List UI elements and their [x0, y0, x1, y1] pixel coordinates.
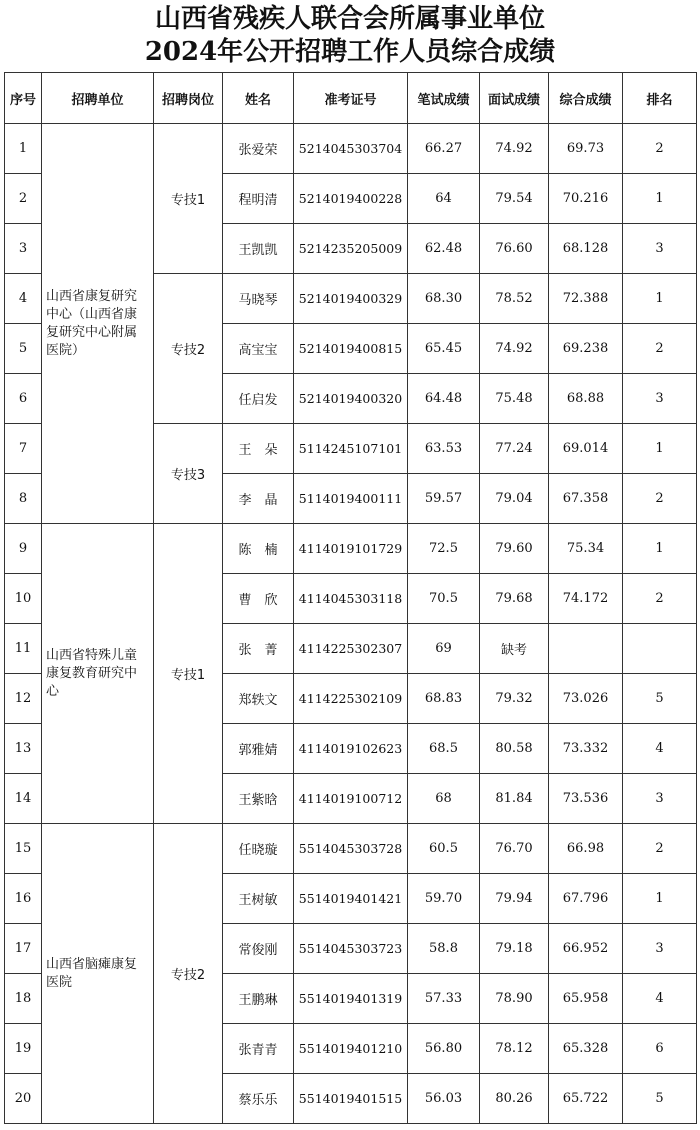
- rank-cell: 3: [623, 924, 697, 974]
- rank-cell: 1: [623, 524, 697, 574]
- rank-cell: 2: [623, 124, 697, 174]
- header-rank: 排名: [623, 73, 697, 124]
- name-cell: 王紫晗: [223, 774, 294, 824]
- unit-cell: 山西省康复研究中心（山西省康复研究中心附属医院）: [42, 124, 154, 524]
- header-written: 笔试成绩: [408, 73, 480, 124]
- total-score-cell: 66.952: [549, 924, 623, 974]
- total-score-cell: 65.722: [549, 1074, 623, 1124]
- total-score-cell: 68.128: [549, 224, 623, 274]
- written-score-cell: 59.57: [408, 474, 480, 524]
- interview-score-cell: 79.04: [480, 474, 549, 524]
- exam-id-cell: 5214235205009: [294, 224, 408, 274]
- interview-score-cell: 79.54: [480, 174, 549, 224]
- name-cell: 马晓琴: [223, 274, 294, 324]
- written-score-cell: 72.5: [408, 524, 480, 574]
- seq-cell: 18: [5, 974, 42, 1024]
- seq-cell: 10: [5, 574, 42, 624]
- unit-cell: 山西省特殊儿童康复教育研究中心: [42, 524, 154, 824]
- header-interview: 面试成绩: [480, 73, 549, 124]
- interview-score-cell: 78.12: [480, 1024, 549, 1074]
- table-row: [5, 824, 697, 874]
- written-score-cell: 68.5: [408, 724, 480, 774]
- post-cell: 专技2: [154, 824, 223, 1124]
- total-score-cell: 73.536: [549, 774, 623, 824]
- total-score-cell: 72.388: [549, 274, 623, 324]
- interview-score-cell: 74.92: [480, 124, 549, 174]
- name-cell: 曹 欣: [223, 574, 294, 624]
- total-score-cell: 75.34: [549, 524, 623, 574]
- table-row: [5, 124, 697, 174]
- exam-id-cell: 5214019400228: [294, 174, 408, 224]
- seq-cell: 11: [5, 624, 42, 674]
- seq-cell: 17: [5, 924, 42, 974]
- name-cell: 陈 楠: [223, 524, 294, 574]
- name-cell: 张爱荣: [223, 124, 294, 174]
- page-title-line2: 2024年公开招聘工作人员综合成绩: [144, 37, 556, 67]
- seq-cell: 16: [5, 874, 42, 924]
- total-score-cell: 65.328: [549, 1024, 623, 1074]
- written-score-cell: 69: [408, 624, 480, 674]
- seq-cell: 8: [5, 474, 42, 524]
- seq-cell: 19: [5, 1024, 42, 1074]
- rank-cell: 3: [623, 774, 697, 824]
- written-score-cell: 62.48: [408, 224, 480, 274]
- exam-id-cell: 4114045303118: [294, 574, 408, 624]
- rank-cell: 6: [623, 1024, 697, 1074]
- interview-score-cell: 75.48: [480, 374, 549, 424]
- seq-cell: 7: [5, 424, 42, 474]
- written-score-cell: 64.48: [408, 374, 480, 424]
- post-cell: 专技3: [154, 424, 223, 524]
- exam-id-cell: 5514019401515: [294, 1074, 408, 1124]
- exam-id-cell: 4114225302307: [294, 624, 408, 674]
- exam-id-cell: 5514045303723: [294, 924, 408, 974]
- written-score-cell: 70.5: [408, 574, 480, 624]
- table-row: [5, 524, 697, 574]
- exam-id-cell: 5214045303704: [294, 124, 408, 174]
- name-cell: 郑轶文: [223, 674, 294, 724]
- seq-cell: 13: [5, 724, 42, 774]
- exam-id-cell: 4114019102623: [294, 724, 408, 774]
- total-score-cell: 65.958: [549, 974, 623, 1024]
- rank-cell: 1: [623, 174, 697, 224]
- total-score-cell: 69.014: [549, 424, 623, 474]
- written-score-cell: 59.70: [408, 874, 480, 924]
- total-score-cell: 68.88: [549, 374, 623, 424]
- written-score-cell: 60.5: [408, 824, 480, 874]
- exam-id-cell: 4114225302109: [294, 674, 408, 724]
- seq-cell: 14: [5, 774, 42, 824]
- total-score-cell: 69.238: [549, 324, 623, 374]
- interview-score-cell: 79.94: [480, 874, 549, 924]
- name-cell: 张青青: [223, 1024, 294, 1074]
- rank-cell: 2: [623, 824, 697, 874]
- exam-id-cell: 5514045303728: [294, 824, 408, 874]
- seq-cell: 12: [5, 674, 42, 724]
- seq-cell: 20: [5, 1074, 42, 1124]
- interview-score-cell: 76.60: [480, 224, 549, 274]
- interview-score-cell: 77.24: [480, 424, 549, 474]
- rank-cell: 3: [623, 224, 697, 274]
- unit-cell: 山西省脑瘫康复医院: [42, 824, 154, 1124]
- rank-cell: 5: [623, 674, 697, 724]
- post-cell: 专技1: [154, 524, 223, 824]
- rank-cell: 2: [623, 574, 697, 624]
- interview-score-cell: 80.26: [480, 1074, 549, 1124]
- exam-id-cell: 5214019400320: [294, 374, 408, 424]
- total-score-cell: 69.73: [549, 124, 623, 174]
- written-score-cell: 56.03: [408, 1074, 480, 1124]
- interview-score-cell: 79.60: [480, 524, 549, 574]
- interview-score-cell: 79.32: [480, 674, 549, 724]
- written-score-cell: 57.33: [408, 974, 480, 1024]
- seq-cell: 9: [5, 524, 42, 574]
- seq-cell: 15: [5, 824, 42, 874]
- name-cell: 蔡乐乐: [223, 1074, 294, 1124]
- written-score-cell: 63.53: [408, 424, 480, 474]
- page-title-line1: 山西省残疾人联合会所属事业单位: [154, 4, 545, 34]
- exam-id-cell: 5214019400329: [294, 274, 408, 324]
- exam-id-cell: 4114019100712: [294, 774, 408, 824]
- seq-cell: 3: [5, 224, 42, 274]
- name-cell: 任启发: [223, 374, 294, 424]
- exam-id-cell: 5514019401319: [294, 974, 408, 1024]
- exam-id-cell: 5114019400111: [294, 474, 408, 524]
- interview-score-cell: 79.68: [480, 574, 549, 624]
- name-cell: 王凯凯: [223, 224, 294, 274]
- total-score-cell: 67.358: [549, 474, 623, 524]
- name-cell: 程明清: [223, 174, 294, 224]
- total-score-cell: 67.796: [549, 874, 623, 924]
- rank-cell: 4: [623, 974, 697, 1024]
- name-cell: 王 朵: [223, 424, 294, 474]
- rank-cell: 2: [623, 324, 697, 374]
- header-unit: 招聘单位: [42, 73, 154, 124]
- name-cell: 张 菁: [223, 624, 294, 674]
- name-cell: 高宝宝: [223, 324, 294, 374]
- interview-score-cell: 缺考: [480, 624, 549, 674]
- header-total: 综合成绩: [549, 73, 623, 124]
- rank-cell: 1: [623, 874, 697, 924]
- rank-cell: 1: [623, 424, 697, 474]
- rank-cell: 3: [623, 374, 697, 424]
- interview-score-cell: 76.70: [480, 824, 549, 874]
- written-score-cell: 68.83: [408, 674, 480, 724]
- written-score-cell: 68: [408, 774, 480, 824]
- rank-cell: [623, 624, 697, 674]
- interview-score-cell: 79.18: [480, 924, 549, 974]
- total-score-cell: 73.332: [549, 724, 623, 774]
- total-score-cell: 70.216: [549, 174, 623, 224]
- written-score-cell: 68.30: [408, 274, 480, 324]
- rank-cell: 4: [623, 724, 697, 774]
- name-cell: 任晓璇: [223, 824, 294, 874]
- post-cell: 专技1: [154, 124, 223, 274]
- exam-id-cell: 4114019101729: [294, 524, 408, 574]
- interview-score-cell: 78.52: [480, 274, 549, 324]
- header-post: 招聘岗位: [154, 73, 223, 124]
- interview-score-cell: 74.92: [480, 324, 549, 374]
- name-cell: 常俊刚: [223, 924, 294, 974]
- post-cell: 专技2: [154, 274, 223, 424]
- interview-score-cell: 81.84: [480, 774, 549, 824]
- name-cell: 王鹏琳: [223, 974, 294, 1024]
- written-score-cell: 64: [408, 174, 480, 224]
- seq-cell: 4: [5, 274, 42, 324]
- name-cell: 王树敏: [223, 874, 294, 924]
- rank-cell: 2: [623, 474, 697, 524]
- header-row: [5, 73, 697, 124]
- written-score-cell: 66.27: [408, 124, 480, 174]
- exam-id-cell: 5114245107101: [294, 424, 408, 474]
- header-name: 姓名: [223, 73, 294, 124]
- seq-cell: 1: [5, 124, 42, 174]
- written-score-cell: 65.45: [408, 324, 480, 374]
- total-score-cell: 66.98: [549, 824, 623, 874]
- exam-id-cell: 5514019401210: [294, 1024, 408, 1074]
- rank-cell: 5: [623, 1074, 697, 1124]
- name-cell: 郭雅婧: [223, 724, 294, 774]
- written-score-cell: 58.8: [408, 924, 480, 974]
- results-table: [4, 72, 697, 1124]
- seq-cell: 5: [5, 324, 42, 374]
- header-seq: 序号: [5, 73, 42, 124]
- header-exam-id: 准考证号: [294, 73, 408, 124]
- exam-id-cell: 5514019401421: [294, 874, 408, 924]
- total-score-cell: [549, 624, 623, 674]
- seq-cell: 2: [5, 174, 42, 224]
- exam-id-cell: 5214019400815: [294, 324, 408, 374]
- total-score-cell: 73.026: [549, 674, 623, 724]
- seq-cell: 6: [5, 374, 42, 424]
- interview-score-cell: 78.90: [480, 974, 549, 1024]
- interview-score-cell: 80.58: [480, 724, 549, 774]
- written-score-cell: 56.80: [408, 1024, 480, 1074]
- name-cell: 李 晶: [223, 474, 294, 524]
- total-score-cell: 74.172: [549, 574, 623, 624]
- rank-cell: 1: [623, 274, 697, 324]
